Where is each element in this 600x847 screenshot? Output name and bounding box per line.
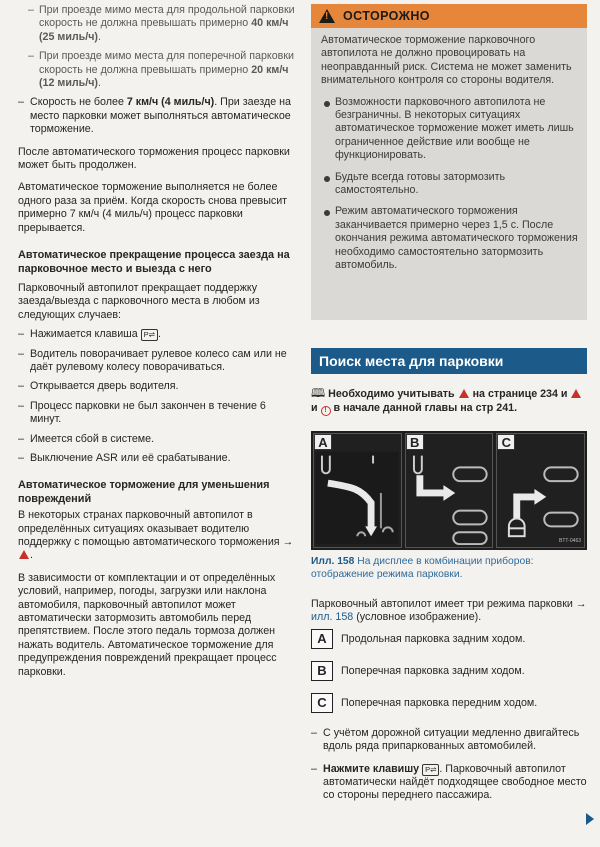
item-text: Скорость не более [30, 96, 127, 109]
section-note [311, 386, 587, 416]
figure-caption [311, 555, 587, 581]
warning-icon [459, 389, 469, 398]
list-item: – Процесс парковки не был закончен в течение 6 минут. [18, 399, 266, 426]
item-text: Водитель поворачивает рулевое колесо сам или не даёт рулевому колесу поворачиваться. [30, 347, 287, 373]
figure-panel-c [496, 433, 585, 548]
mode-item-a [311, 627, 587, 651]
section-title [311, 348, 587, 374]
intro-text: (условное изображение). [356, 611, 482, 624]
list-item: – Водитель поворачивает рулевое колесо сам или не даёт рулевому колесу поворачиваться. [18, 347, 287, 373]
item-text: При проезде мимо места для продольной парковки скорость не должна превышать примерно [39, 4, 295, 30]
section-title-text: Поиск места для парковки [319, 353, 504, 369]
panel-label: C [497, 434, 515, 450]
subheading: Автоматическое торможение для уменьшения повреждений [18, 479, 270, 505]
warning-header [311, 4, 587, 28]
note-text: в начале данной главы на стр 241. [333, 402, 518, 414]
note-text: на странице 234 [472, 388, 558, 400]
paragraph-text: В некоторых странах парковочный автопилот в определённых ситуациях оказывает водителю поддержку с помощью автоматического торможения → [18, 509, 294, 548]
note-text: и [311, 402, 318, 414]
panel-label: A [314, 434, 332, 450]
mode-letter: A [311, 629, 333, 649]
park-key-icon: P⇌ [141, 329, 158, 341]
panel-label: B [406, 434, 424, 450]
item-text: . [157, 328, 161, 341]
item-text: Процесс парковки не был закончен в течение 6 минут. [30, 399, 266, 426]
paragraph: После автоматического торможения процесс парковки может быть продолжен. [18, 145, 290, 172]
item-text: Нажимается клавиша [30, 328, 141, 341]
subheading: Автоматическое прекращение процесса заезда на парковочное место и выезда с него [18, 249, 290, 275]
warning-bullet [321, 96, 581, 163]
list-item: – Открывается дверь водителя. [18, 380, 179, 393]
list-item: – Скорость не более 7 км/ч (4 миль/ч). При заезде на место парковки может выполняться автоматическое торможение. [18, 96, 291, 136]
list-item: – При проезде мимо места для продольной парковки скорость не должна превышать примерно 40 км/ч (25 миль/ч). [28, 4, 295, 43]
item-text: . [98, 77, 101, 90]
item-text: Имеется сбой в системе. [30, 432, 155, 445]
list-item: – При проезде мимо места для поперечной парковки скорость не должна превышать примерно 20 км/ч (12 миль/ч). [28, 50, 294, 90]
next-page-arrow-icon[interactable] [586, 813, 594, 825]
figure-code: BTT-0463 [559, 538, 582, 544]
warning-box [311, 4, 587, 320]
mode-text: Поперечная парковка задним ходом. [341, 664, 525, 677]
figure-link[interactable]: илл. 158 [311, 611, 354, 624]
paragraph: Парковочный автопилот прекращает поддержку заезда/выезда с парковочного места в любом из следующих случаев: [18, 281, 260, 321]
warning-title: ОСТОРОЖНО [343, 9, 430, 23]
section [311, 348, 587, 416]
mode-letter: B [311, 661, 333, 681]
intro-text: Парковочный автопилот имеет три режима парковки → [311, 598, 587, 610]
mode-item-b [311, 659, 587, 683]
caption-number: Илл. 158 [311, 556, 355, 567]
item-text: Открывается дверь водителя. [30, 380, 179, 393]
list-item: – Выключение ASR или её срабатывание. [18, 451, 231, 464]
modes-intro [311, 598, 587, 625]
warning-bullet [321, 171, 581, 198]
item-text: Выключение ASR или её срабатывание. [30, 451, 231, 464]
item-bold: 40 км/ч (25 миль/ч) [39, 17, 289, 43]
info-icon: ! [321, 406, 331, 416]
note-text: Необходимо учитывать [328, 388, 455, 400]
mode-text: Поперечная парковка передним ходом. [341, 696, 538, 709]
paragraph: В некоторых странах парковочный автопилот в определённых ситуациях оказывает водителю поддержку с помощью автоматического торможения → . [18, 509, 294, 562]
warning-intro: Автоматическое торможение парковочного автопилота не должно провоцировать на неоправданный риск. Система не может заменить внимательного контроля со стороны водителя. [321, 34, 572, 87]
figure-caption-block [311, 555, 587, 803]
bullet-text: Возможности парковочного автопилота не безграничны. В некоторых ситуациях автоматическое торможение может иметь лишь ограниченное действие или вообще не функционировать. [335, 95, 574, 162]
step-item: – С учётом дорожной ситуации медленно двигайтесь вдоль ряда припаркованных автомобилей. [311, 726, 580, 753]
warning-icon [571, 389, 581, 398]
figure-158 [311, 431, 587, 550]
warning-icon [19, 550, 29, 559]
bullet-text: Будьте всегда готовы затормозить самостоятельно. [335, 170, 506, 197]
paragraph: Автоматическое торможение выполняется не более одного раза за приём. Когда скорость снова превысит примерно 7 км/ч (4 миль/ч) процесс парковки прерывается. [18, 181, 288, 234]
item-bold: 7 км/ч (4 миль/ч) [126, 96, 215, 109]
bullet-text: Режим автоматического торможения заканчивается примерно через 1,5 с. После окончания режима автоматического торможения необходимо самостоятельно затормозить автомобиль. [335, 205, 578, 272]
figure-panel-b [405, 433, 494, 548]
note-text: и [560, 388, 568, 400]
warning-bullet [321, 205, 581, 272]
step-text: С учётом дорожной ситуации медленно двигайтесь вдоль ряда припаркованных автомобилей. [323, 726, 580, 753]
mode-letter: C [311, 693, 333, 713]
paragraph: В зависимости от комплектации и от определённых условий, например, погоды, загрузки или наклона автомобиля, парковочный автопилот может автоматически затормозить автомобиль перед препятствием. После этого педаль тормоза должен нажать водитель. Автоматическое торможение для предупреждения повреждений прекращает процесс парковки. [18, 571, 277, 678]
step-text: . Парковочный автопилот автоматически найдёт подходящее свободное место со стороны переднего пассажира. [323, 762, 587, 802]
book-icon: 🕮 [311, 386, 326, 400]
item-bold: 20 км/ч (12 миль/ч) [39, 63, 289, 90]
list-item: – Нажимается клавиша P⇌ . [18, 328, 161, 341]
mode-item-c [311, 691, 587, 715]
step-text-bold: Нажмите клавишу [323, 762, 420, 775]
mode-text: Продольная парковка задним ходом. [341, 632, 526, 645]
warning-icon: ! [319, 9, 335, 23]
left-column [18, 4, 296, 679]
list-item: – Имеется сбой в системе. [18, 432, 155, 445]
figure-panel-a [313, 433, 402, 548]
caption-text: На дисплее в комбинации приборов: отображение режима парковки. [311, 556, 534, 580]
item-text: . [98, 30, 101, 43]
park-key-icon: P⇌ [422, 764, 439, 776]
item-text: . При заезде на место парковки может выполняться автоматическое торможение. [30, 96, 291, 136]
step-item: – Нажмите клавишу P⇌ . Парковочный автопилот автоматически найдёт подходящее свободное место со стороны переднего пассажира. [311, 762, 587, 802]
item-text: При проезде мимо места для поперечной парковки скорость не должна превышать примерно [39, 50, 294, 76]
